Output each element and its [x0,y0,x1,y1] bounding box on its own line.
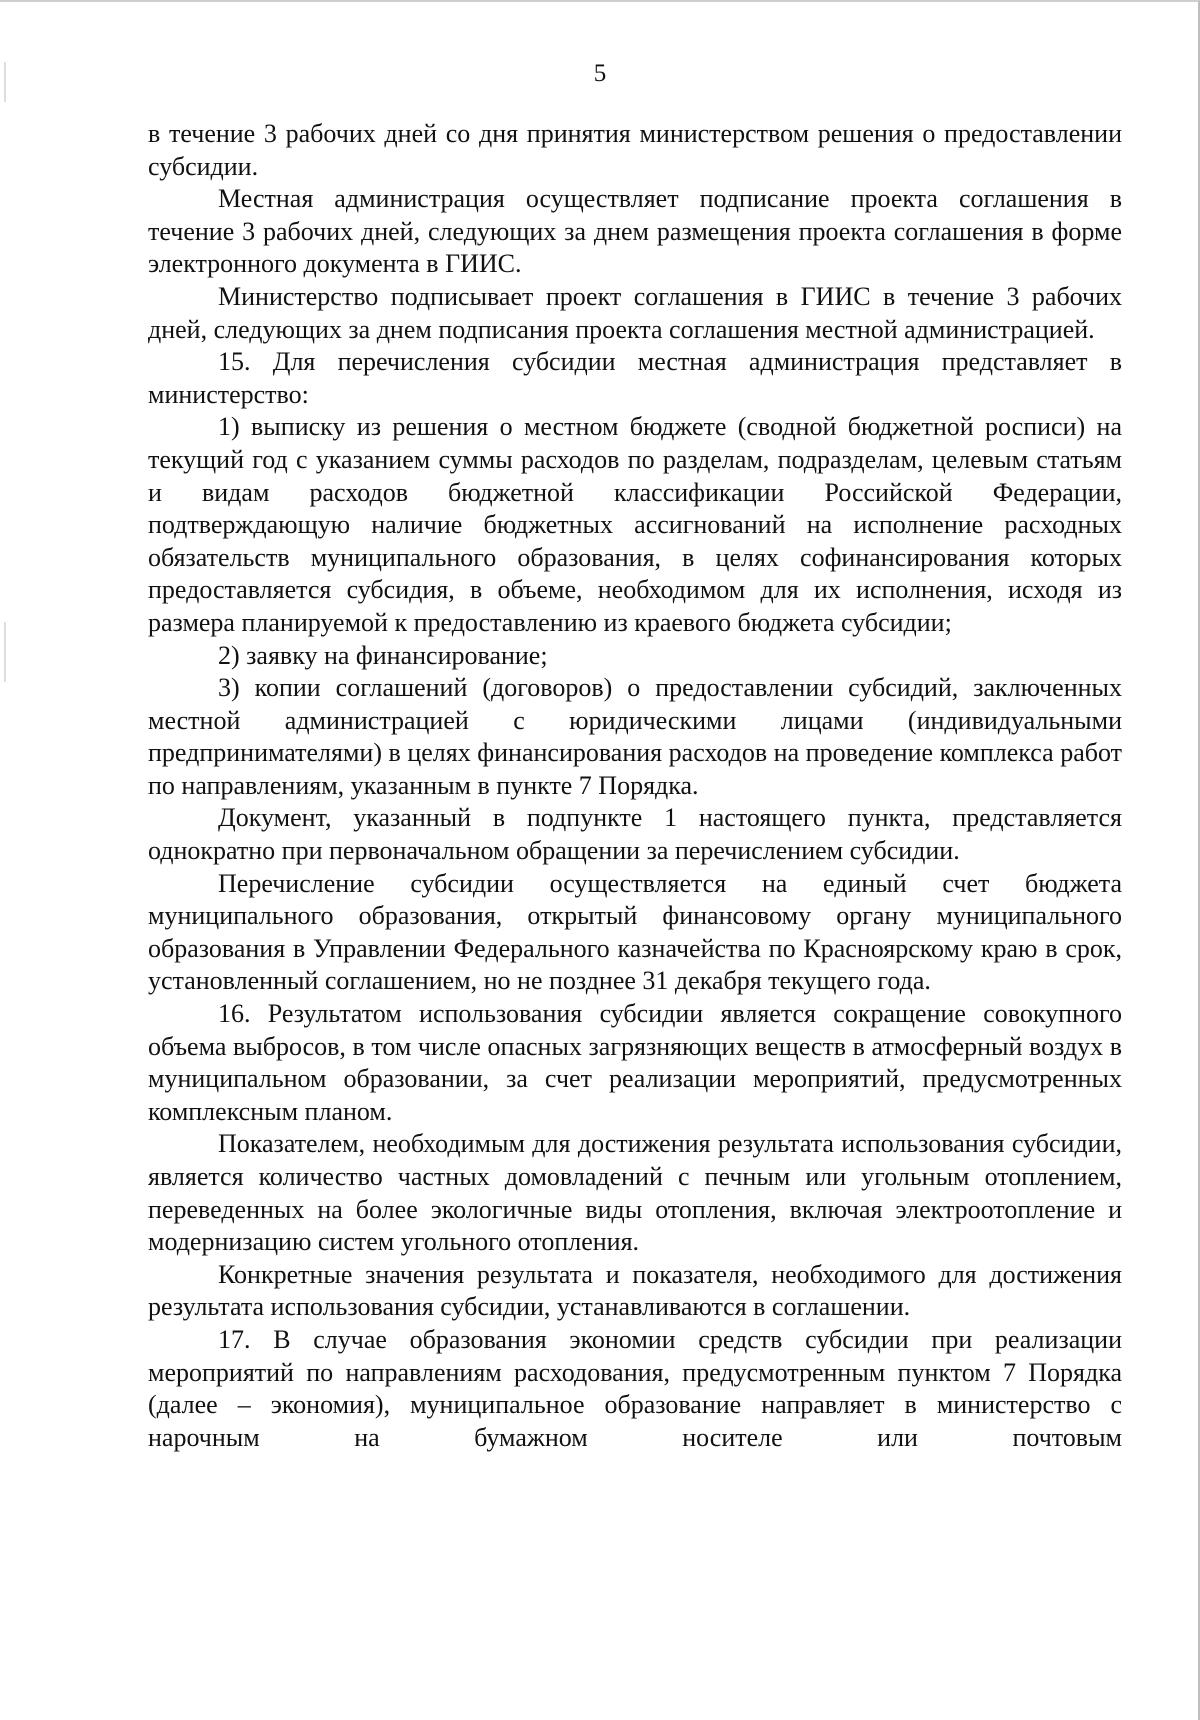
document-body [148,118,1122,1454]
paragraph: Местная администрация осуществляет подписание проекта соглашения в течение 3 рабочих дней, следующих за днем размещения проекта соглашения в форме электронного документа в ГИИС. [148,184,1122,279]
paragraph: Показателем, необходимым для достижения результата использования субсидии, является количество частных домовладений с печным или угольным отоплением, переведенных на более экологичные виды отопления, включая электроотопление и модернизацию систем угольного отопления. [148,1129,1122,1257]
paragraph: Документ, указанный в подпункте 1 настоящего пункта, представляется однократно при первоначальном обращении за перечислением субсидии. [148,803,1122,866]
subparagraph-3: 3) копии соглашений (договоров) о предоставлении субсидий, заключенных местной администрацией с юридическими лицами (индивидуальными предпринимателями) в целях финансирования расходов на проведение комплекса работ по направлениям, указанным в пункте 7 Порядка. [148,673,1122,800]
paragraph-item-17: 17. В случае образования экономии средств субсидии при реализации мероприятий по направлениям расходования, предусмотренным пунктом 7 Порядка (далее – экономия), муниципальное образование направляет в министерство с нарочным на бумажном носителе или почтовым [148,1324,1122,1452]
paragraph: Министерство подписывает проект соглашения в ГИИС в течение 3 рабочих дней, следующих за днем подписания проекта соглашения местной администрацией. [148,281,1122,344]
paragraph-item-16: 16. Результатом использования субсидии является сокращение совокупного объема выбросов, в том числе опасных загрязняющих веществ в атмосферный воздух в муниципальном образовании, за счет реализации мероприятий, предусмотренных комплексным планом. [148,999,1122,1126]
page-number: 5 [593,60,607,87]
paragraph: Конкретные значения результата и показателя, необходимого для достижения результата использования субсидии, устанавливаются в соглашении. [148,1259,1122,1322]
paragraph: в течение 3 рабочих дней со дня принятия министерством решения о предоставлении субсидии. [148,119,1122,181]
paragraph-item-15: 15. Для перечисления субсидии местная администрация представляет в министерство: [148,347,1122,409]
subparagraph-2: 2) заявку на финансирование; [218,640,548,670]
paragraph: Перечисление субсидии осуществляется на единый счет бюджета муниципального образования, открытый финансовому органу муниципального образования в Управлении Федерального казначейства по Красноярскому краю в срок, установленный соглашением, но не позднее 31 декабря текущего года. [148,868,1122,996]
scan-edge-mark [4,622,6,682]
subparagraph-1: 1) выписку из решения о местном бюджете (сводной бюджетной росписи) на текущий год с указанием суммы расходов по разделам, подразделам, целевым статьям и видам расходов бюджетной классификации Российской Федерации, подтверждающую наличие бюджетных ассигнований на исполнение расходных обязательств муниципального образования, в целях софинансирования которых предоставляется субсидия, в объеме, необходимом для их исполнения, исходя из размера планируемой к предоставлению из краевого бюджета субсидии; [148,412,1122,637]
